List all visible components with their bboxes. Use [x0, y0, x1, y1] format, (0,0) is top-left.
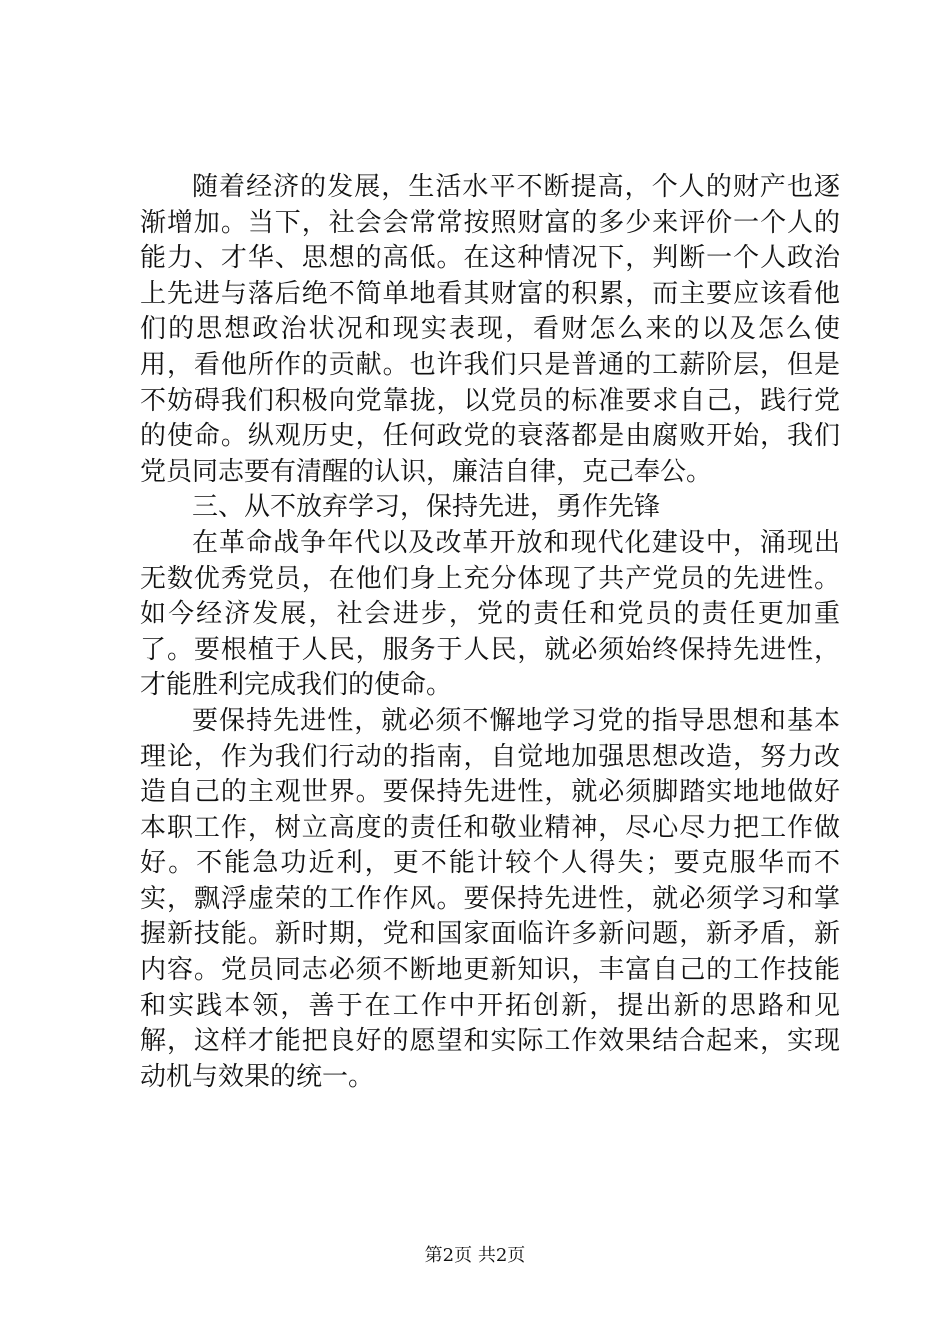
- paragraph-advancement: 要保持先进性，就必须不懈地学习党的指导思想和基本理论，作为我们行动的指南，自觉地加强思想改造，努力改造自己的主观世界。要保持先进性，就必须脚踏实地地做好本职工作，树立高度的责任和敬业精神，尽心尽力把工作做好。不能急功近利，更不能计较个人得失；要克服华而不实，飘浮虚荣的工作作风。要保持先进性，就必须学习和掌握新技能。新时期，党和国家面临许多新问题，新矛盾，新内容。党员同志必须不断地更新知识，丰富自己的工作技能和实践本领，善于在工作中开拓创新，提出新的思路和见解，这样才能把良好的愿望和实际工作效果结合起来，实现动机与效果的统一。: [140, 705, 840, 1092]
- paragraph-wealth: 随着经济的发展，生活水平不断提高，个人的财产也逐渐增加。当下，社会会常常按照财富的多少来评价一个人的能力、才华、思想的高低。在这种情况下，判断一个人政治上先进与落后绝不简单地看其财富的积累，而主要应该看他们的思想政治状况和现实表现，看财怎么来的以及怎么使用，看他所作的贡献。也许我们只是普通的工薪阶层，但是不妨碍我们积极向党靠拢，以党员的标准要求自己，践行党的使命。纵观历史，任何政党的衰落都是由腐败开始，我们党员同志要有清醒的认识，廉洁自律，克己奉公。: [140, 172, 840, 487]
- body-text: [140, 170, 840, 1095]
- paragraph-revolution: 在革命战争年代以及改革开放和现代化建设中，涌现出无数优秀党员，在他们身上充分体现了共产党员的先进性。如今经济发展，社会进步，党的责任和党员的责任更加重了。要根植于人民，服务于人民，就必须始终保持先进性，才能胜利完成我们的使命。: [140, 527, 840, 701]
- page-footer: 第2页 共2页: [424, 1245, 526, 1266]
- section-heading-3: 三、从不放弃学习，保持先进，勇作先锋: [192, 492, 661, 523]
